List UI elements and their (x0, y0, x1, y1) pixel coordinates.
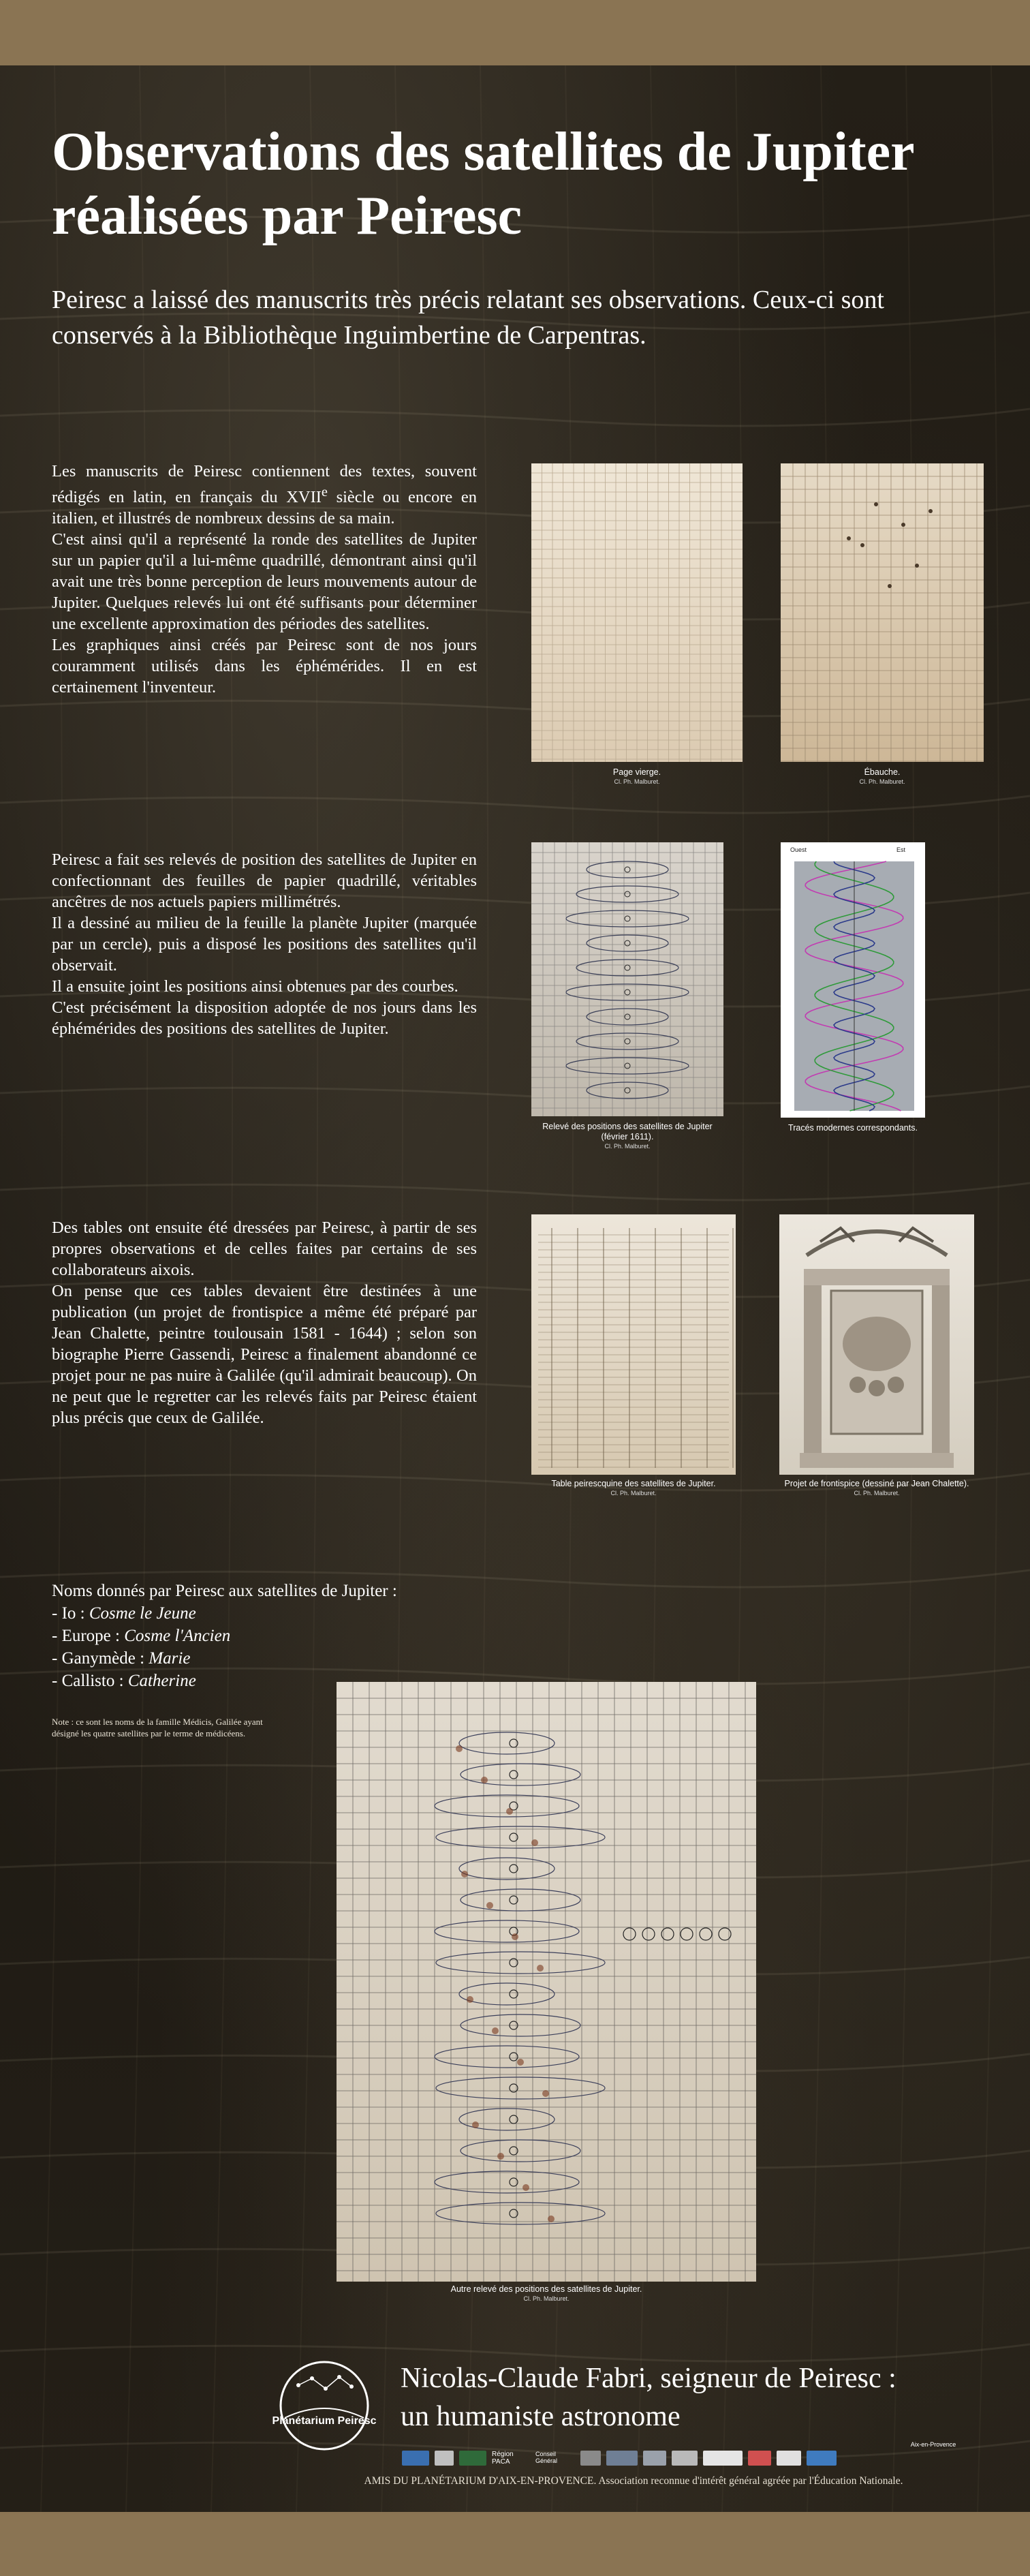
partner-logo (402, 2451, 429, 2466)
partner-logo (435, 2451, 454, 2466)
frontispiece-figure (779, 1214, 974, 1475)
sketch-page-drawing (781, 463, 984, 762)
partner-logo (703, 2451, 743, 2466)
section-2-paragraph: Il a ensuite joint les positions ainsi obtenues par des courbes. (52, 977, 458, 996)
figure-caption (763, 1123, 943, 1133)
figure-caption (531, 1122, 723, 1150)
caption-credit: Cl. Ph. Malburet. (859, 778, 905, 785)
names-heading: Noms donnés par Peiresc aux satellites de Jupiter : (52, 1582, 397, 1600)
frontispiece-drawing (779, 1214, 974, 1475)
peiresc-observation-figure (531, 842, 723, 1116)
logo-text: Planétarium Peiresc (272, 2415, 377, 2427)
caption-credit: Cl. Ph. Malburet. (523, 2295, 569, 2302)
large-observation-drawing (337, 1682, 756, 2282)
partner-name: Conseil Général (535, 2451, 558, 2464)
section-3-paragraph: On pense que ces tables devaient être destinées à une publication (un projet de frontispice a même été préparé par Jean Chalette, peintre toulousain 1581 - 1644) ; selon son biographe Pierre Gassendi, Peiresc a finalement abandonné ce projet pour ne pas nuire à Galilée (qu'il admirait beaucoup). On ne peut que le regretter car les relevés faits par Peiresc étaient plus précis que ceux de Galilée. (52, 1282, 477, 1427)
poster-panel (0, 65, 1030, 2512)
modern-ephemeris-drawing (781, 842, 925, 1118)
partner-logo (459, 2451, 486, 2466)
section-2-paragraph: Peiresc a fait ses relevés de position des satellites de Jupiter en confectionnant des feuilles de papier quadrillé, véritables ancêtres de nos actuels papiers millimétrés. (52, 850, 477, 911)
figure-caption (531, 1479, 736, 1497)
section-2-text (52, 849, 477, 1039)
figure-caption (779, 1479, 974, 1497)
section-2-paragraph: C'est précisément la disposition adoptée de nos jours dans les éphémérides des positions des satellites de Jupiter. (52, 998, 477, 1038)
figure-caption (337, 2284, 756, 2303)
caption-credit: Cl. Ph. Malburet. (854, 1490, 900, 1497)
bottom-border-band (0, 2512, 1030, 2576)
partner-logo (643, 2451, 666, 2466)
top-border-band (0, 0, 1030, 65)
planetarium-logo (271, 2358, 377, 2457)
partner-logo (580, 2451, 601, 2466)
partner-name: Aix-en-Provence (910, 2441, 956, 2448)
satellite-name-item: - Io : Cosme le Jeune (52, 1604, 196, 1623)
caption-text: Projet de frontispice (dessiné par Jean Chalette). (784, 1479, 969, 1488)
east-label: Est (896, 846, 906, 853)
west-label: Ouest (790, 846, 807, 853)
section-1-paragraph: Les manuscrits de Peiresc contiennent des textes, souvent rédigés en latin, en français du XVIIe siècle ou encore en italien, et illustrés de nombreux dessins de sa main. (52, 462, 477, 528)
footer-title-line-1: Nicolas-Claude Fabri, seigneur de Peiresc : (401, 2363, 896, 2394)
partner-logo (672, 2451, 698, 2466)
sketch-page-figure (781, 463, 984, 762)
satellite-names-list (52, 1580, 488, 1692)
caption-text: Ébauche. (864, 767, 901, 777)
blank-grid-page-figure (531, 463, 743, 762)
partner-logo (807, 2451, 837, 2466)
caption-text: Autre relevé des positions des satellites de Jupiter. (450, 2284, 642, 2294)
caption-credit: Cl. Ph. Malburet. (610, 1490, 657, 1497)
partner-logo (748, 2451, 771, 2466)
footer-title-line-2: un humaniste astronome (401, 2401, 681, 2432)
satellite-name-item: - Europe : Cosme l'Ancien (52, 1627, 231, 1645)
section-1-paragraph: Les graphiques ainsi créés par Peiresc sont de nos jours couramment utilisés dans les éphémérides. Il en est certainement l'inventeur. (52, 636, 477, 697)
figure-caption (781, 767, 984, 786)
partner-logo (777, 2451, 801, 2466)
section-1-paragraph: C'est ainsi qu'il a représenté la ronde des satellites de Jupiter sur un papier qu'il a lui-même quadrillé, démontrant ainsi qu'il avait une très bonne perception de leurs mouvements autour de Jupiter. Quelques relevés lui ont été suffisants pour déterminer une excellente approximation des périodes des satellites. (52, 530, 477, 634)
section-3-text (52, 1217, 477, 1428)
caption-credit: Cl. Ph. Malburet. (604, 1143, 651, 1150)
poster-subtitle: Peiresc a laissé des manuscrits très précis relatant ses observations. Ceux-ci sont conservés à la Bibliothèque Inguimbertine de Carpentras. (52, 286, 884, 350)
partner-logo (606, 2451, 638, 2466)
modern-ephemeris-figure (781, 842, 925, 1118)
partner-logos-row (402, 2441, 961, 2471)
footer-title (401, 2359, 1014, 2436)
caption-text: Page vierge. (612, 767, 661, 777)
association-statement: AMIS DU PLANÉTARIUM D'AIX-EN-PROVENCE. Association reconnue d'intérêt général agréée par l'Éducation Nationale. (364, 2475, 903, 2487)
satellite-table-drawing (531, 1214, 736, 1475)
large-observation-figure (337, 1682, 756, 2282)
satellite-name-item: - Ganymède : Marie (52, 1649, 191, 1668)
caption-text: Table peirescquine des satellites de Jupiter. (551, 1479, 716, 1488)
caption-text: Tracés modernes correspondants. (788, 1123, 918, 1133)
section-1-text (52, 461, 477, 698)
satellite-table-figure (531, 1214, 736, 1475)
observation-drawing (531, 842, 723, 1116)
caption-credit: Cl. Ph. Malburet. (614, 778, 660, 785)
satellite-name-item: - Callisto : Catherine (52, 1672, 196, 1690)
figure-caption (531, 767, 743, 786)
section-2-paragraph: Il a dessiné au milieu de la feuille la planète Jupiter (marquée par un cercle), puis a disposé les positions des satellites qu'il observait. (52, 914, 477, 975)
section-3-paragraph: Des tables ont ensuite été dressées par Peiresc, à partir de ses propres observations et de celles faites par certains de ses collaborateurs aixois. (52, 1218, 477, 1279)
blank-grid-page-drawing (531, 463, 743, 762)
medici-note: Note : ce sont les noms de la famille Médicis, Galilée ayant désigné les quatre satellites par le terme de médicéens. (52, 1717, 263, 1738)
caption-text: Relevé des positions des satellites de Jupiter (février 1611). (542, 1122, 713, 1141)
poster-title: Observations des satellites de Jupiter réalisées par Peiresc (52, 122, 914, 246)
partner-name: Région PACA (492, 2451, 514, 2466)
